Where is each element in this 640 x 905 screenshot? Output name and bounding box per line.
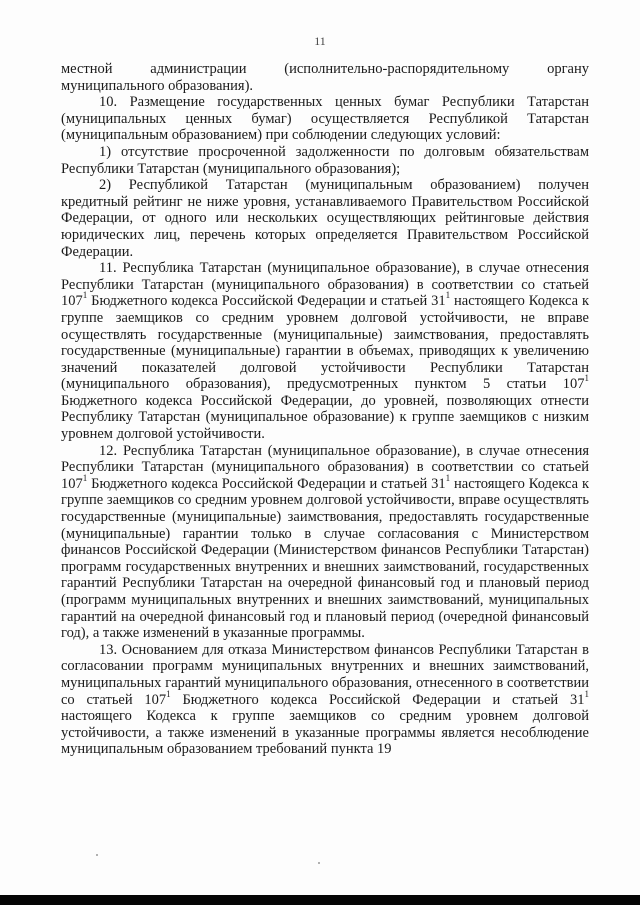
- text-run: Бюджетного кодекса Российской Федерации и статьей 31: [87, 475, 446, 492]
- paragraph-13: [61, 642, 589, 758]
- superscript: 1: [166, 688, 171, 699]
- text-run: 11. Республика Татарстан (муниципальное образование), в случае отнесения Республики Татарстан (муниципального образования) в соответствии со статьей 107: [61, 260, 589, 310]
- paragraph-continuation: местной администрации (исполнительно-распорядительному органу муниципального образования).: [61, 61, 589, 94]
- text-run: Бюджетного кодекса Российской Федерации и статьей 31: [170, 691, 585, 708]
- page-number: 11: [314, 34, 326, 48]
- paragraph-12: [61, 443, 589, 642]
- text-run: 13. Основанием для отказа Министерством финансов Республики Татарстан в согласовании программ муниципальных внутренних и внешних заимствований, муниципальных гарантий муниципального образования, отнесенного в соответствии со статьей 107: [61, 641, 589, 708]
- text-run: Бюджетного кодекса Российской Федерации, до уровней, позволяющих отнести Республику Татарстан (муниципальное образование) к группе заемщиков с низким уровнем долговой устойчивости.: [61, 392, 589, 443]
- superscript: 1: [445, 473, 451, 484]
- text-run: Бюджетного кодекса Российской Федерации и статьей 31: [87, 293, 446, 310]
- text-run: настоящего Кодекса к группе заемщиков со средним уровнем долговой устойчивости, не вправе осуществлять государственные (муниципальные) заимствования, предоставлять государственные (муниципальные) гарантии в объемах, приводящих к увеличению значений показателей долговой устойчивости Республики Татарстан (муниципального образования), предусмотренных пунктом 5 статьи 107: [61, 293, 589, 393]
- superscript: 1: [584, 688, 589, 699]
- superscript: 1: [82, 473, 88, 484]
- paragraph-11: [61, 260, 589, 443]
- scan-speck: [318, 862, 320, 864]
- superscript: 1: [584, 373, 589, 384]
- text-run: настоящего Кодекса к группе заемщиков со средним уровнем долговой устойчивости, вправе осуществлять государственные (муниципальные) заимствования, предоставлять государственные (муниципальные) гарантии только в случае согласования с Министерством финансов Российской Федерации (Министерством финансов Республики Татарстан) программ государственных внутренних и внешних заимствований, государственных гарантий Республики Татарстан на очередной финансовый год и плановый период (программ муниципальных внутренних и внешних заимствований, муниципальных гарантий на очередной финансовый год и плановый период (очередной финансовый год), а также изменений в указанные программы.: [61, 475, 589, 642]
- paragraph-10-item-2: 2) Республикой Татарстан (муниципальным образованием) получен кредитный рейтинг не ниже уровня, устанавливаемого Правительством Российской Федерации, от одного или нескольких осуществляющих рейтинговые действия юридических лиц, перечень которых определяется Правительством Российской Федерации.: [61, 177, 589, 260]
- scan-edge-bar: [0, 895, 640, 905]
- paragraph-10: 10. Размещение государственных ценных бумаг Республики Татарстан (муниципальных ценных бумаг) осуществляется Республикой Татарстан (муниципальным образованием) при соблюдении следующих условий:: [61, 94, 589, 144]
- paragraph-10-item-1: 1) отсутствие просроченной задолженности по долговым обязательствам Республики Татарстан (муниципального образования);: [61, 143, 589, 177]
- scan-speck: [96, 854, 98, 856]
- text-run: 12. Республика Татарстан (муниципальное образование), в случае отнесения Республики Татарстан (муниципального образования) в соответствии со статьей 107: [61, 442, 589, 492]
- document-body: [61, 61, 589, 758]
- superscript: 1: [445, 290, 451, 301]
- superscript: 1: [82, 290, 88, 301]
- text-run: настоящего Кодекса к группе заемщиков со средним уровнем долговой устойчивости, а также изменений в указанные программы является несоблюдение муниципальным образованием требований пункта 19: [61, 708, 589, 758]
